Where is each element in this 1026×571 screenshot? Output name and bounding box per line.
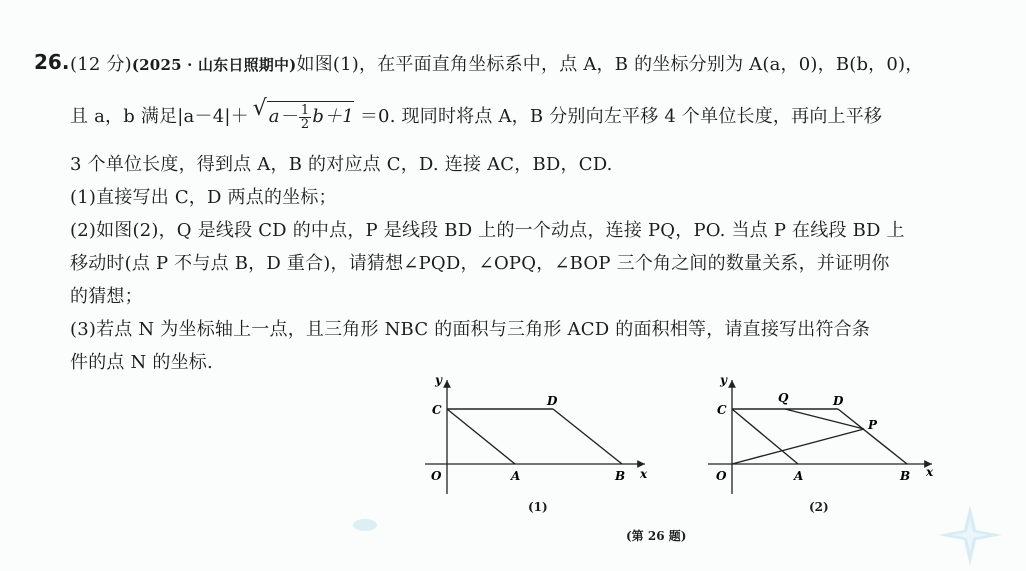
label-C: C [432,403,442,417]
segment-PO [732,429,864,464]
segment-PQ [785,409,864,429]
sqrt-expression [267,101,354,131]
part-3-line-1: (3)若点 N 为坐标轴上一点，且三角形 NBC 的面积与三角形 ACD 的面积相等，请直接写出符合条 [70,319,871,340]
points: (12 分) [70,54,132,75]
sqrt-part-a: a－ [268,106,298,127]
y-axis-label: y [435,373,442,387]
figure-caption: (第 26 题) [626,529,687,543]
sqrt-part-b: b＋1 [312,106,354,127]
label-O: O [431,469,442,483]
segment-BD [553,409,622,464]
figure-2-caption: (2) [809,500,829,514]
x-axis-label: x [640,467,648,481]
source: (2025 · 山东日照期中) [131,56,297,74]
label-D: D [833,394,844,408]
label-B: B [900,469,911,483]
part-3-line-2: 件的点 N 的坐标. [70,352,213,373]
y-axis-label: y [720,373,727,387]
figure-1 [415,372,655,502]
part-1: (1)直接写出 C，D 两点的坐标； [70,187,337,208]
fraction-denominator: 2 [300,116,310,132]
label-B: B [615,469,626,483]
line2-tail: ＝0. 现同时将点 A，B 分别向左平移 4 个单位长度，再向上平移 [359,106,883,127]
label-Q: Q [778,391,789,405]
question-line-1 [70,50,923,76]
fraction [299,104,311,131]
question-number: 26. [34,50,70,74]
segment-AC [447,409,515,464]
part-2-line-2: 移动时(点 P 不与点 B，D 重合)，请猜想∠PQD，∠OPQ，∠BOP 三个角之间的数量关系，并证明你 [70,253,890,274]
label-O: O [716,469,727,483]
fraction-numerator: 1 [300,102,310,118]
label-A: A [794,469,804,483]
line1-text: 如图(1)，在平面直角坐标系中，点 A，B 的坐标分别为 A(a，0)，B(b，0)， [296,54,924,75]
smudge-icon [345,510,385,540]
part-2-line-3: 的猜想； [70,286,143,307]
figure-1-caption: (1) [528,500,548,514]
label-A: A [511,469,521,483]
x-axis-label: x [926,465,934,479]
part-2-line-1: (2)如图(2)，Q 是线段 CD 的中点，P 是线段 BD 上的一个动点，连接 PQ，PO. 当点 P 在线段 BD 上 [70,220,905,241]
line2-head: 且 a，b 满足|a－4|＋ [70,106,249,127]
label-P: P [868,418,878,432]
question-line-2 [70,101,882,131]
figure-2 [700,372,940,502]
label-C: C [717,403,727,417]
question-line-3: 3 个单位长度，得到点 A，B 的对应点 C，D. 连接 AC，BD，CD. [70,154,613,175]
sparkle-icon [930,500,1010,570]
label-D: D [547,394,558,408]
